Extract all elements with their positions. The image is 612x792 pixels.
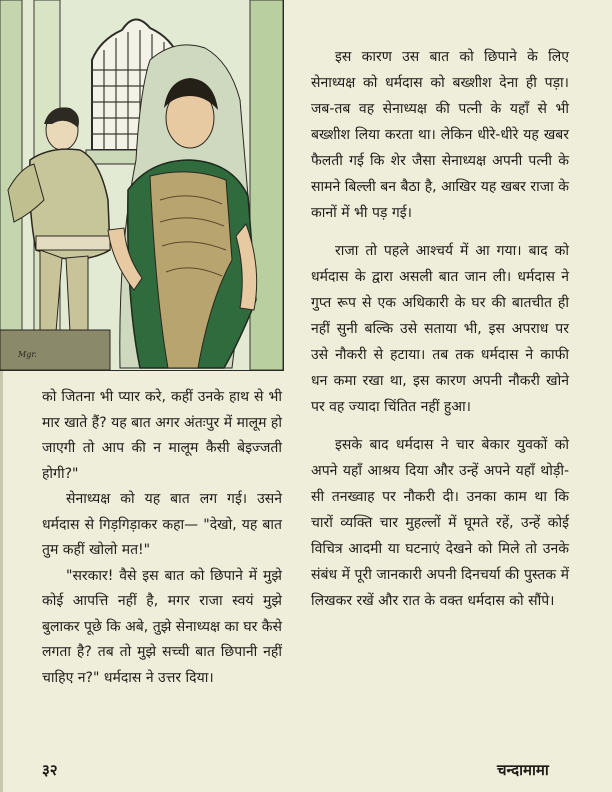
artist-signature: Mgr. [18,350,37,359]
left-paragraph-2: सेनाध्यक्ष को यह बात लग गई। उसने धर्मदास से गिड़गिड़ाकर कहा— "देखो, यह बात तुम कहीं खोलो मत!" [42,491,282,558]
left-paragraph-3: "सरकार! वैसे इस बात को छिपाने में मुझे कोई आपत्ति नहीं है, मगर राजा स्वयं मुझे बुलाकर पूछे कि अबे, तुझे सेनाध्यक्ष का घर कैसे लगता है? तब तो मुझे सच्ची बात छिपानी नहीं चाहिए न?" धर्मदास ने उत्तर दिया। [42,567,282,686]
magazine-name: चन्दामामा [497,761,549,779]
left-column [42,385,282,691]
story-illustration [0,0,284,371]
right-column [311,44,569,614]
right-paragraph-3: इसके बाद धर्मदास ने चार बेकार युवकों को अपने यहाँ आश्रय दिया और उन्हें अपने यहाँ थोड़ी-सी तनख्वाह पर नौकरी दी। उनका काम था कि चारों व्यक्ति चार मुहल्लों में घूमते रहें, उन्हें कोई विचित्र आदमी या घटनाएं देखने को मिले तो उनके संबंध में पूरी जानकारी अपनी दिनचर्या की पुस्तक में लिखकर रखें और रात के वक्त धर्मदास को सौंपे। [311,437,569,609]
right-paragraph-2: राजा तो पहले आश्चर्य में आ गया। बाद को धर्मदास के द्वारा असली बात जान ली। धर्मदास ने गुप्त रूप से एक अधिकारी के घर की बातचीत ही नहीं सुनी बल्कि उसे सताया भी, इस अपराध पर उसे नौकरी से हटाया। तब तक धर्मदास ने काफी धन कमा रखा था, इस कारण अपनी नौकरी खोने पर वह ज्यादा चिंतित नहीं हुआ। [311,243,569,415]
illustration-drawing [0,0,283,370]
right-paragraph-1: इस कारण उस बात को छिपाने के लिए सेनाध्यक्ष को धर्मदास को बख्शीश देना ही पड़ा। जब-तब वह सेनाध्यक्ष की पत्नी के यहाँ से भी बख्शीश लिया करता था। लेकिन धीरे-धीरे यह खबर फैलती गई कि शेर जैसा सेनाध्यक्ष अपनी पत्नी के सामने बिल्ली बन बैठा है, आखिर यह खबर राजा के कानों में भी पड़ गई। [311,49,569,221]
page-number: ३२ [42,761,58,779]
left-paragraph-1: को जितना भी प्यार करे, कहीं उनके हाथ से भी मार खाते हैं? यह बात अगर अंतःपुर में मालूम हो जाएगी तो आप की न मालूम कैसी बेइज्जती होगी?" [42,389,282,482]
